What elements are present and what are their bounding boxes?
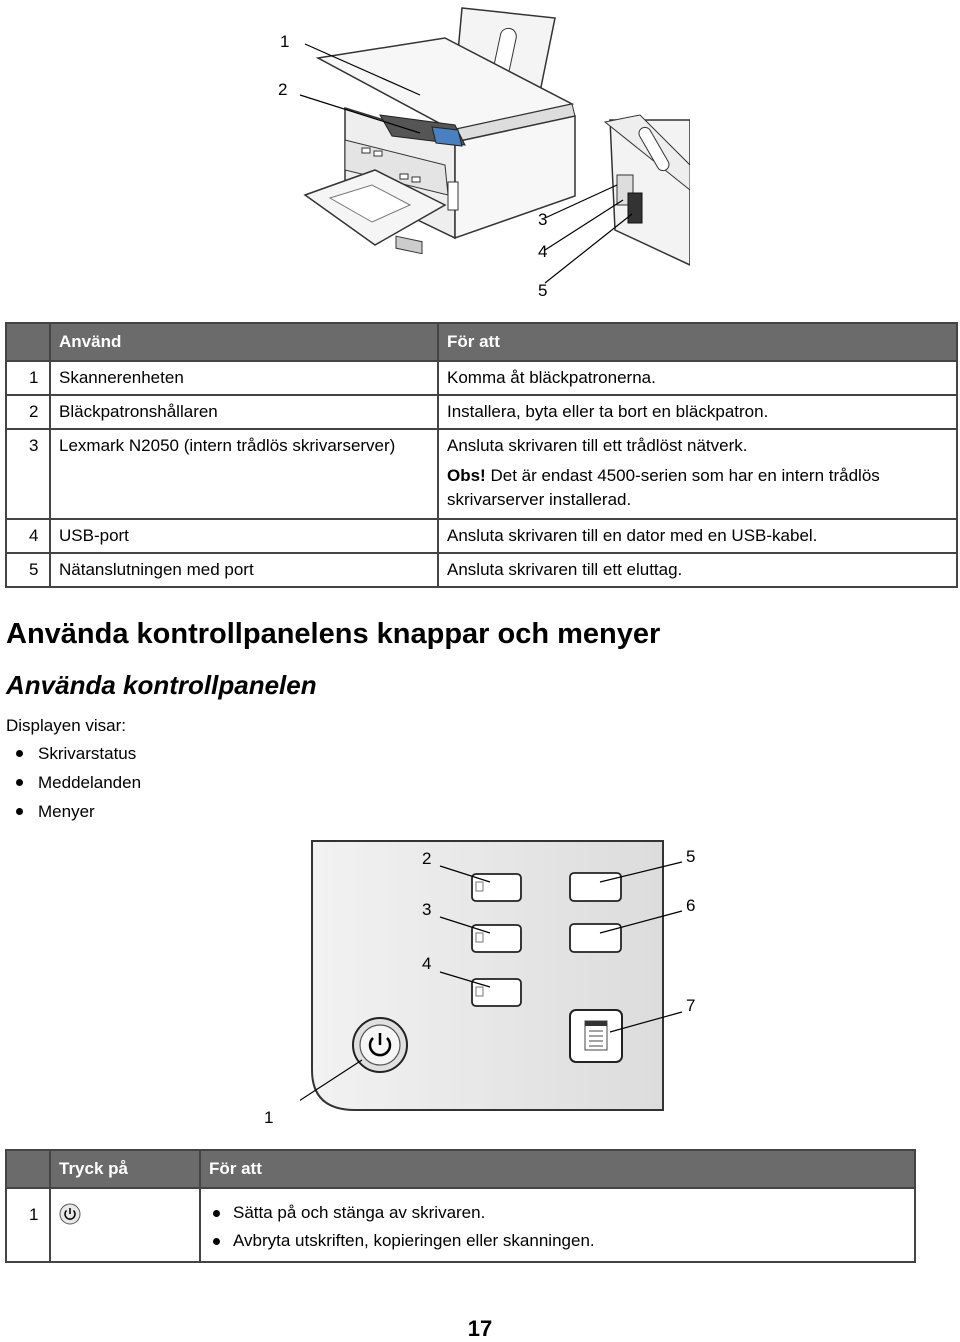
printer-illustration xyxy=(270,0,690,305)
table-row xyxy=(6,519,957,553)
header-purpose: För att xyxy=(200,1150,915,1188)
row-item: Nätanslutningen med port xyxy=(50,553,438,587)
power-icon xyxy=(59,1203,81,1225)
subsection-title: Använda kontrollpanelen xyxy=(6,670,317,700)
header-use: Använd xyxy=(50,323,438,361)
printer-callout-4: 4 xyxy=(538,242,548,261)
buttons-table xyxy=(5,1149,916,1263)
parts-table-header xyxy=(6,323,957,361)
row-purpose: Installera, byta eller ta bort en bläckpatron. xyxy=(438,395,957,429)
row-item: Bläckpatronshållaren xyxy=(50,395,438,429)
header-purpose: För att xyxy=(438,323,957,361)
note xyxy=(447,464,948,512)
panel-callout-5: 5 xyxy=(686,847,696,866)
printer-callout-2: 2 xyxy=(278,80,288,99)
printer-callout-3: 3 xyxy=(538,210,548,229)
panel-callout-4: 4 xyxy=(422,954,432,973)
page-number: 17 xyxy=(467,1316,493,1341)
list-item: Meddelanden xyxy=(14,771,141,800)
table-row xyxy=(6,361,957,395)
parts-table xyxy=(5,322,958,588)
header-press: Tryck på xyxy=(50,1150,200,1188)
list-item: Skrivarstatus xyxy=(14,742,141,771)
panel-callout-2: 2 xyxy=(422,849,432,868)
row-purpose: Ansluta skrivaren till en dator med en USB-kabel. xyxy=(438,519,957,553)
table-row xyxy=(6,553,957,587)
row-number: 4 xyxy=(6,519,50,553)
row-purpose: Ansluta skrivaren till ett eluttag. xyxy=(438,553,957,587)
row-purpose: Komma åt bläckpatronerna. xyxy=(438,361,957,395)
row-number: 1 xyxy=(6,361,50,395)
row-purpose: Ansluta skrivaren till ett trådlöst nätverk. xyxy=(447,436,748,455)
table-row xyxy=(6,429,957,519)
printer-callout-1: 1 xyxy=(280,32,290,51)
buttons-table-header xyxy=(6,1150,915,1188)
row-number: 5 xyxy=(6,553,50,587)
row-item: Skannerenheten xyxy=(50,361,438,395)
list-item: Avbryta utskriften, kopieringen eller skanningen. xyxy=(201,1227,910,1255)
row-purpose-with-note xyxy=(438,429,957,519)
panel-callout-3: 3 xyxy=(422,900,432,919)
row-item: Lexmark N2050 (intern trådlös skrivarserver) xyxy=(50,429,438,519)
row-number: 2 xyxy=(6,395,50,429)
row-number: 3 xyxy=(6,429,50,519)
actions-list xyxy=(201,1199,910,1255)
table-row xyxy=(6,395,957,429)
list-item: Sätta på och stänga av skrivaren. xyxy=(201,1199,910,1227)
display-items-list xyxy=(14,742,141,829)
section-title: Använda kontrollpanelens knappar och menyer xyxy=(6,618,661,650)
note-label: Obs! xyxy=(447,466,486,485)
control-panel-illustration xyxy=(300,835,720,1135)
printer-callout-5: 5 xyxy=(538,281,548,300)
table-row xyxy=(6,1188,915,1262)
row-icon-cell xyxy=(50,1188,200,1262)
header-num xyxy=(6,1150,50,1188)
row-item: USB-port xyxy=(50,519,438,553)
display-intro: Displayen visar: xyxy=(6,716,126,735)
row-actions xyxy=(200,1188,915,1262)
note-text: Det är endast 4500-serien som har en intern trådlös skrivarserver installerad. xyxy=(447,466,880,509)
header-num xyxy=(6,323,50,361)
panel-callout-1: 1 xyxy=(264,1108,274,1127)
panel-callout-6: 6 xyxy=(686,896,696,915)
list-item: Menyer xyxy=(14,800,141,829)
panel-callout-7: 7 xyxy=(686,996,696,1015)
row-number: 1 xyxy=(6,1188,50,1262)
